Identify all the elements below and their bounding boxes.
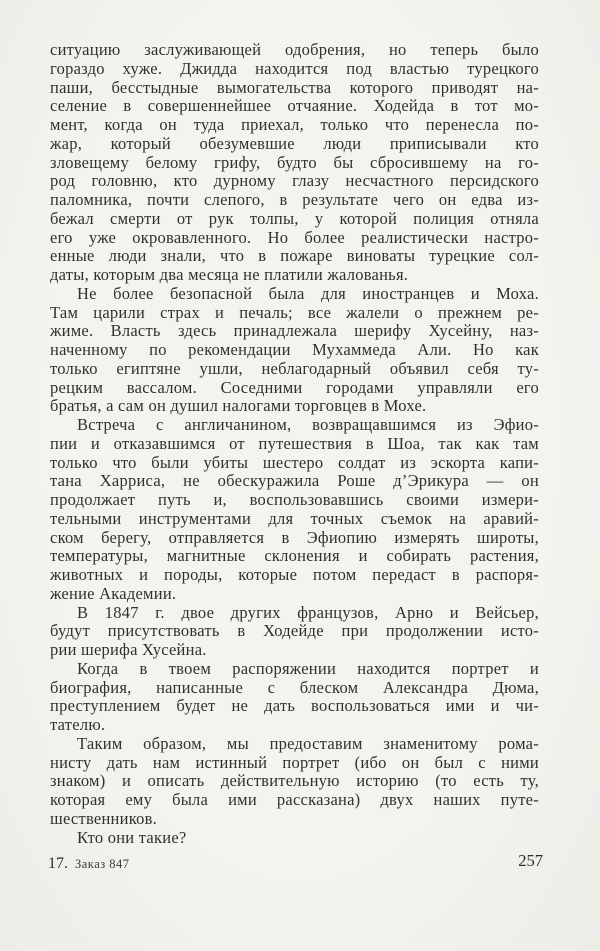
text-line: гораздо хуже. Джидда находится под властью турецкого (50, 59, 539, 78)
signature-number: 17. (48, 855, 68, 872)
text-line: Когда в твоем распоряжении находится портрет и (77, 659, 539, 678)
text-line: бежал смерти от рук толпы, у которой полиция отняла (50, 209, 539, 228)
text-line: даты, которым два месяца не платили жалованья. (50, 266, 409, 284)
text-line: рецким вассалом. Соседними городами управляли его (50, 378, 539, 397)
text-line: животных и породы, которые потом передаст в распоря- (50, 566, 539, 584)
text-line: знаком) и описать действительную историю (то есть ту, (50, 772, 539, 791)
text-line: братья, а сам он душил налогами торговцев в Мохе. (50, 397, 427, 416)
text-line: нисту дать нам истинный портрет (ибо он был с ними (50, 753, 539, 772)
text-line: ском берегу, отправляется в Эфиопию измерять широты, (50, 528, 539, 547)
text-line: его уже окровавленного. Но более реалистически настро- (50, 228, 539, 247)
text-line: мент, когда он туда приехал, только что перенесла по- (50, 116, 539, 134)
text-line: Не более безопасной была для иностранцев и Моха. (77, 284, 539, 303)
text-line: Там царили страх и печаль; все жалели о прежнем ре- (50, 303, 539, 322)
page-text-block (50, 41, 539, 847)
text-line: Таким образом, мы предоставим знаменитому рома- (77, 734, 539, 753)
text-line: паши, бесстыдные вымогательства которого приводят на- (50, 78, 539, 97)
page-number: 257 (518, 851, 543, 870)
text-line: тана Харриса, не обескуражила Роше д’Эрикура — он (50, 472, 539, 491)
text-line: зловещему белому грифу, будто бы сбросившему на го- (50, 153, 539, 172)
text-line: жение Академии. (50, 584, 177, 603)
text-line: шественников. (50, 809, 158, 828)
print-order-label: Заказ 847 (75, 857, 130, 871)
text-line: тельными инструментами для точных съемок на аравий- (50, 509, 539, 528)
text-line: енные люди знали, что в пожаре виноваты турецкие сол- (50, 247, 539, 266)
text-line: ситуацию заслуживающей одобрения, но теперь было (50, 41, 539, 59)
text-line: только египтяне ушли, неблагодарный объявил себя ту- (50, 359, 539, 378)
text-line: продолжает путь и, воспользовавшись своими измери- (50, 491, 539, 509)
text-line: наченному по рекомендации Мухаммеда Али. Но как (50, 341, 539, 359)
text-line: пии и отказавшимся от путешествия в Шоа, так как там (50, 434, 539, 453)
text-line: будут присутствовать в Ходейде при продолжении исто- (50, 622, 539, 641)
text-line: только что были убиты шестеро солдат из эскорта капи- (50, 453, 539, 472)
text-line: температуры, магнитные склонения и собирать растения, (50, 547, 539, 566)
text-line: паломника, почти слепого, в результате чего он едва из- (50, 191, 539, 209)
text-line: рии шерифа Хусейна. (50, 641, 207, 659)
text-line: род головню, кто дурному глазу несчастного персидского (50, 172, 539, 191)
text-line: преступлением будет не дать воспользоваться ими и чи- (50, 697, 539, 716)
text-line: Кто они такие? (77, 828, 187, 847)
text-line: тателю. (50, 716, 106, 734)
text-line: которая ему была ими рассказана) двух наших путе- (50, 791, 539, 809)
text-line: Встреча с англичанином, возвращавшимся из Эфио- (77, 416, 539, 434)
print-signature (48, 855, 130, 873)
text-line: жар, который обезумевшие люди приписывали кто (50, 134, 539, 153)
text-line: биография, написанные с блеском Александра Дюма, (50, 678, 539, 697)
text-line: селение в совершеннейшее отчаяние. Ходейда в тот мо- (50, 97, 539, 116)
text-line: В 1847 г. двое других французов, Арно и Вейсьер, (77, 603, 539, 622)
text-line: жиме. Власть здесь принадлежала шерифу Хусейну, наз- (50, 322, 539, 341)
